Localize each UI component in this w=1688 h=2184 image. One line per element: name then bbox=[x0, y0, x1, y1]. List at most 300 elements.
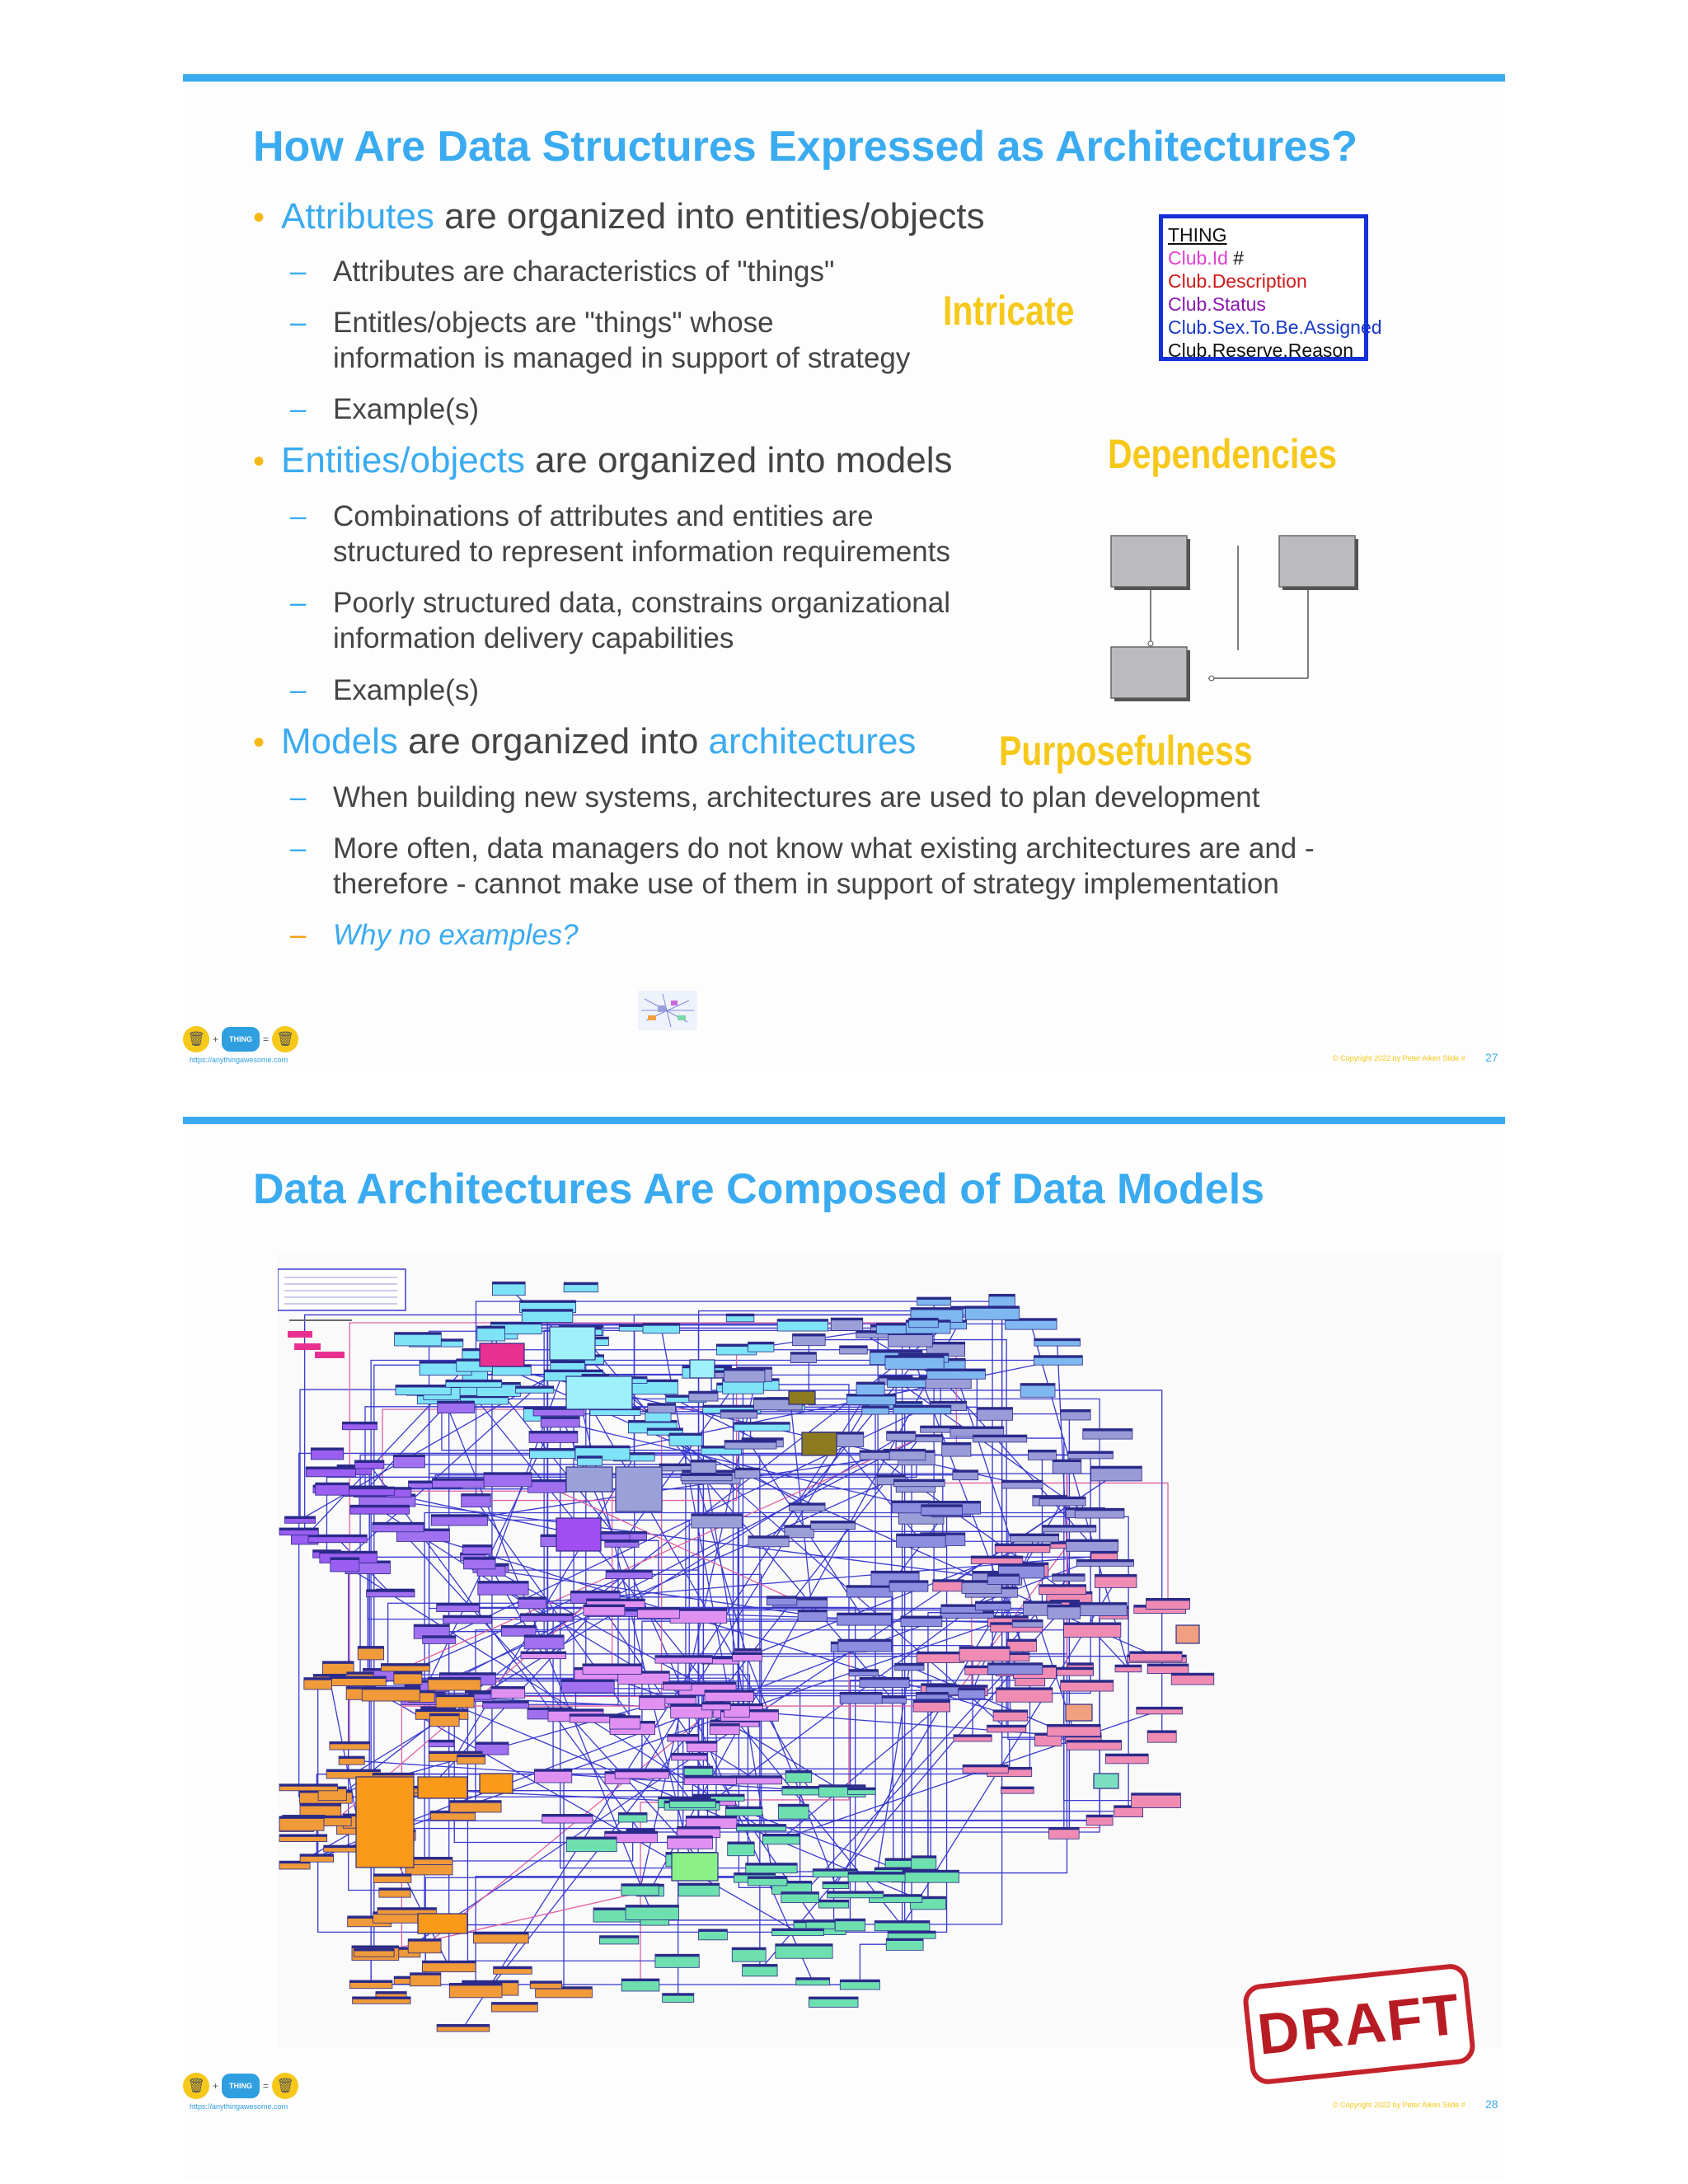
model-entity-header bbox=[493, 1282, 526, 1284]
model-entity-header bbox=[793, 1333, 826, 1336]
model-entity-header bbox=[1132, 1793, 1181, 1796]
model-entity-header bbox=[748, 1342, 773, 1344]
model-entity-header bbox=[1034, 1338, 1081, 1341]
model-entity-header bbox=[376, 1992, 406, 1994]
model-entity-header bbox=[1137, 1707, 1183, 1709]
model-entity-header bbox=[626, 1905, 678, 1908]
model-entity-header bbox=[987, 1574, 1019, 1577]
model-entity-header bbox=[893, 1405, 951, 1408]
model-entity-header bbox=[785, 1526, 814, 1528]
model-entity-header bbox=[529, 1448, 574, 1451]
model-entity-header bbox=[811, 1521, 856, 1523]
model-entity-header bbox=[433, 1479, 485, 1481]
model-entity-header bbox=[316, 1483, 349, 1485]
model-entity-large bbox=[418, 1914, 467, 1933]
model-entity-header bbox=[917, 1652, 964, 1654]
model-entity-header bbox=[975, 1601, 1010, 1604]
model-entity-header bbox=[777, 1319, 828, 1322]
model-entity-header bbox=[1048, 1827, 1079, 1830]
model-entity-header bbox=[515, 1386, 553, 1389]
model-entity-header bbox=[692, 1514, 743, 1516]
model-entity-header bbox=[862, 1406, 889, 1408]
model-entity-header bbox=[663, 1682, 692, 1685]
entity-attribute: Club.Id # bbox=[1168, 247, 1245, 269]
model-entity-header bbox=[831, 1318, 862, 1320]
model-entity-header bbox=[438, 1401, 475, 1404]
model-entity-header bbox=[849, 1670, 878, 1672]
entity-attribute: Club.Description bbox=[1168, 270, 1307, 292]
model-entity-header bbox=[870, 1351, 922, 1353]
model-entity-header bbox=[893, 1479, 945, 1482]
footer-copyright: © Copyright 2022 by Peter Aiken Slide # bbox=[1333, 1054, 1465, 1062]
model-entity-header bbox=[987, 1725, 1025, 1727]
model-entity-header bbox=[732, 1652, 762, 1655]
model-entity-header bbox=[1010, 1534, 1059, 1536]
model-entity-large bbox=[802, 1432, 837, 1455]
footer-copyright: © Copyright 2022 by Peter Aiken Slide # bbox=[1333, 2101, 1465, 2109]
model-entity-header bbox=[621, 1884, 659, 1886]
model-entity-header bbox=[1047, 1724, 1100, 1727]
model-entity-header bbox=[691, 1460, 716, 1463]
model-entity-header bbox=[928, 1501, 980, 1503]
model-entity-header bbox=[887, 1432, 916, 1434]
model-entity-header bbox=[347, 1672, 374, 1675]
model-entity-header bbox=[767, 1596, 796, 1599]
model-entity-header bbox=[379, 1888, 410, 1891]
model-entity-header bbox=[446, 1380, 502, 1382]
model-entity-header bbox=[428, 1677, 481, 1680]
model-entity-header bbox=[705, 1690, 753, 1693]
model-entity-header bbox=[477, 1326, 505, 1329]
model-entity-header bbox=[478, 1581, 528, 1583]
model-entity-header bbox=[885, 1356, 944, 1358]
trash-icon: 🗑 bbox=[183, 1026, 209, 1052]
slide-28 bbox=[183, 1117, 1505, 2180]
footer-url: https://anythingawesome.com bbox=[190, 2102, 288, 2111]
model-entity-header bbox=[462, 1493, 491, 1496]
model-entity-header bbox=[564, 1282, 598, 1285]
model-entity-header bbox=[971, 1556, 1023, 1558]
model-entity-large bbox=[672, 1853, 718, 1881]
model-entity-header bbox=[1057, 1667, 1093, 1670]
model-entity-header bbox=[437, 2024, 490, 2027]
model-entity-header bbox=[888, 1931, 935, 1933]
model-entity-header bbox=[349, 1980, 392, 1983]
model-entity-header bbox=[462, 1980, 518, 1983]
model-entity-header bbox=[1012, 1619, 1043, 1622]
page-number: 27 bbox=[1485, 1051, 1498, 1064]
model-entity-header bbox=[888, 1378, 926, 1380]
model-entity-large bbox=[418, 1777, 467, 1798]
model-entity-header bbox=[987, 1663, 1042, 1666]
model-entity-header bbox=[681, 1474, 732, 1476]
model-entity-header bbox=[1043, 1526, 1096, 1528]
model-entity-header bbox=[529, 1431, 578, 1433]
model-entity-header bbox=[279, 1528, 318, 1530]
model-entity-header bbox=[871, 1571, 919, 1573]
model-entity-header bbox=[678, 1826, 720, 1829]
model-entity-header bbox=[1002, 1480, 1043, 1483]
bullet-entities: • Entities/objects are organized into models bbox=[253, 440, 953, 480]
model-entity-large bbox=[480, 1343, 524, 1366]
model-entity-header bbox=[615, 1769, 668, 1772]
model-entity-header bbox=[813, 1869, 857, 1872]
model-entity-header bbox=[1053, 1574, 1085, 1577]
model-entity-header bbox=[474, 1932, 529, 1934]
entity-attribute: Club.Reserve.Reason bbox=[1168, 340, 1354, 361]
model-entity-header bbox=[703, 1405, 761, 1408]
model-entity-header bbox=[748, 1536, 789, 1539]
model-entity-header bbox=[734, 1649, 762, 1652]
bullet-highlight: Attributes bbox=[281, 196, 434, 237]
model-entity-header bbox=[1105, 1754, 1148, 1756]
data-architecture-diagram bbox=[278, 1253, 1502, 2048]
model-entity-header bbox=[304, 1678, 332, 1680]
er-entity bbox=[1111, 536, 1187, 587]
model-entity-header bbox=[1061, 1680, 1114, 1683]
model-entity-header bbox=[909, 1318, 939, 1320]
model-entity-header bbox=[978, 1408, 1013, 1410]
model-entity-header bbox=[450, 1801, 501, 1803]
bullet-models: • Models are organized into architectures bbox=[253, 721, 917, 762]
model-entity-header bbox=[431, 1515, 487, 1517]
model-entity-header bbox=[838, 1639, 892, 1642]
model-entity-header bbox=[781, 1892, 819, 1895]
slide-top-bar bbox=[183, 1117, 1505, 1124]
model-entity-header bbox=[1095, 1574, 1137, 1577]
model-entity-header bbox=[837, 1613, 892, 1615]
model-entity-header bbox=[734, 1422, 790, 1425]
model-entity-header bbox=[725, 1807, 762, 1809]
model-entity-header bbox=[778, 1804, 809, 1807]
model-entity-header bbox=[678, 1883, 720, 1886]
model-entity-header bbox=[1066, 1540, 1118, 1542]
model-entity-header bbox=[330, 1741, 370, 1744]
model-entity-header bbox=[1075, 1508, 1124, 1511]
draft-stamp: DRAFT bbox=[1241, 1962, 1476, 2086]
model-entity-header bbox=[655, 1954, 699, 1957]
model-entity-header bbox=[699, 1929, 728, 1932]
model-entity-header bbox=[989, 1294, 1015, 1296]
model-entity-header bbox=[306, 1467, 355, 1469]
footer-logo: 🗑 + THING = 🗑 bbox=[183, 2073, 298, 2099]
trash-icon: 🗑 bbox=[272, 1026, 298, 1052]
model-entity-header bbox=[570, 1591, 620, 1593]
footer-logo: 🗑 + THING = 🗑 bbox=[183, 1026, 298, 1052]
model-entity-header bbox=[606, 1570, 652, 1572]
model-entity-header bbox=[394, 1671, 422, 1674]
model-entity-header bbox=[491, 1686, 525, 1689]
model-entity-header bbox=[342, 1422, 377, 1424]
model-entity-header bbox=[1020, 1384, 1055, 1386]
model-entity-header bbox=[959, 1647, 1010, 1649]
model-entity-header bbox=[847, 1788, 875, 1790]
model-entity-header bbox=[1061, 1409, 1090, 1412]
model-entity-header bbox=[501, 1625, 536, 1628]
model-entity-header bbox=[809, 1997, 858, 1999]
model-entity-header bbox=[963, 1765, 1008, 1767]
model-entity-header bbox=[610, 1716, 640, 1718]
model-entity-large bbox=[556, 1518, 601, 1551]
model-entity-header bbox=[326, 1769, 380, 1772]
model-entity-header bbox=[848, 1872, 905, 1875]
model-entity-header bbox=[415, 1709, 468, 1712]
model-entity-header bbox=[684, 1766, 713, 1769]
model-entity-header bbox=[542, 1814, 593, 1816]
model-entity-header bbox=[1048, 1605, 1081, 1607]
model-entity-header bbox=[484, 1473, 532, 1475]
model-entity-header bbox=[279, 1784, 338, 1787]
model-entity-header bbox=[1171, 1673, 1214, 1675]
model-entity-header bbox=[494, 1966, 532, 1969]
model-entity-large bbox=[550, 1327, 595, 1360]
model-entity-header bbox=[618, 1812, 647, 1815]
model-entity-header bbox=[600, 1936, 639, 1938]
model-entity-header bbox=[1039, 1585, 1086, 1587]
tag-purposefulness: Purposefulness bbox=[999, 728, 1253, 774]
model-entity-header bbox=[520, 1301, 576, 1303]
model-entity-large bbox=[566, 1376, 632, 1409]
model-entity-header bbox=[668, 1734, 699, 1736]
model-entity-header bbox=[637, 1608, 679, 1610]
model-entity-header bbox=[669, 1433, 702, 1436]
model-entity-header bbox=[1001, 1787, 1034, 1789]
trash-icon: 🗑 bbox=[272, 2073, 298, 2099]
model-entity-header bbox=[998, 1564, 1044, 1567]
architecture-thumbnail bbox=[638, 991, 697, 1030]
model-entity-header bbox=[520, 1614, 573, 1616]
model-entity-header bbox=[449, 1983, 502, 1985]
slide-title: How Are Data Structures Expressed as Architectures? bbox=[253, 123, 1357, 171]
model-entity-header bbox=[911, 1308, 963, 1310]
model-entity-header bbox=[621, 1979, 659, 1981]
model-entity-header bbox=[879, 1696, 907, 1699]
model-entity-header bbox=[860, 1677, 909, 1680]
model-entity-header bbox=[965, 1306, 1019, 1309]
model-entity-header bbox=[897, 1534, 946, 1536]
model-entity-header bbox=[710, 1794, 744, 1797]
model-entity-header bbox=[476, 1742, 509, 1745]
model-entity-header bbox=[735, 1468, 760, 1470]
model-entity-large bbox=[1176, 1625, 1199, 1643]
tag-intricate: Intricate bbox=[943, 288, 1075, 334]
model-entity-header bbox=[320, 1551, 377, 1554]
model-entity-header bbox=[423, 1636, 456, 1638]
model-entity-header bbox=[819, 1785, 865, 1788]
model-entity-header bbox=[279, 1835, 327, 1837]
model-entity-header bbox=[731, 1776, 781, 1779]
model-entity-header bbox=[587, 1599, 645, 1601]
model-entity-header bbox=[710, 1723, 739, 1726]
model-entity-header bbox=[668, 1836, 713, 1839]
model-entity-header bbox=[429, 1751, 483, 1754]
model-entity-header bbox=[724, 1441, 776, 1443]
model-entity-header bbox=[840, 1346, 868, 1348]
model-entity-header bbox=[353, 1997, 410, 1999]
model-entity-header bbox=[1024, 1601, 1062, 1604]
model-entity-large bbox=[616, 1467, 662, 1511]
model-entity-header bbox=[437, 1603, 480, 1605]
page-number: 28 bbox=[1485, 2097, 1498, 2111]
model-entity-header bbox=[874, 1868, 912, 1870]
model-entity-header bbox=[279, 1816, 324, 1819]
model-entity-header bbox=[545, 1370, 603, 1372]
model-entity-header bbox=[597, 1532, 630, 1535]
model-entity-header bbox=[1130, 1652, 1182, 1654]
model-entity-header bbox=[995, 1544, 1050, 1546]
entity-title: THING bbox=[1168, 224, 1227, 246]
model-entity-header bbox=[530, 1981, 561, 1984]
model-entity-header bbox=[1147, 1664, 1189, 1666]
model-entity-large bbox=[690, 1360, 715, 1378]
model-entity-header bbox=[643, 1324, 679, 1326]
model-entity-header bbox=[993, 1710, 1028, 1713]
model-entity-header bbox=[1086, 1815, 1113, 1817]
model-entity-header bbox=[373, 1522, 424, 1525]
model-entity-header bbox=[534, 1769, 571, 1772]
model-entity-header bbox=[921, 1505, 963, 1507]
model-entity-header bbox=[640, 1695, 665, 1698]
er-entity bbox=[1279, 536, 1355, 587]
model-entity-header bbox=[1039, 1497, 1085, 1499]
model-entity-header bbox=[916, 1692, 948, 1694]
model-entity-header bbox=[686, 1816, 737, 1818]
model-entity-header bbox=[322, 1661, 354, 1664]
model-entity-header bbox=[300, 1854, 333, 1857]
model-entity-header bbox=[892, 1501, 930, 1503]
model-entity-header bbox=[877, 1475, 905, 1478]
entity-attribute: Club.Status bbox=[1168, 293, 1266, 315]
model-entity-header bbox=[954, 1735, 992, 1737]
model-entity-header bbox=[776, 1944, 832, 1947]
slide-title: Data Architectures Are Composed of Data Models bbox=[253, 1165, 1265, 1213]
model-entity-header bbox=[860, 1451, 889, 1453]
model-entity-header bbox=[528, 1479, 566, 1482]
model-entity-header bbox=[798, 1610, 827, 1612]
entity-attribute: Club.Sex.To.Be.Assigned bbox=[1168, 316, 1382, 338]
model-entity-header bbox=[577, 1456, 602, 1459]
model-entity-header bbox=[377, 1908, 436, 1910]
model-entity-header bbox=[996, 1688, 1053, 1690]
model-entity-header bbox=[953, 1470, 978, 1473]
model-entity-header bbox=[889, 1581, 928, 1583]
model-entity-header bbox=[724, 1368, 765, 1371]
model-entity-header bbox=[1091, 1466, 1142, 1469]
model-entity-header bbox=[462, 1544, 491, 1547]
model-entity-header bbox=[436, 1694, 474, 1697]
model-entity-header bbox=[912, 1856, 936, 1858]
model-entity-header bbox=[669, 1799, 715, 1802]
thing-logo: THING bbox=[222, 1027, 260, 1052]
slide-27: How Are Data Structures Expressed as Architectures? • Attributes are organized into entities/objects – Attributes are characteristics of "things" – Entitles/objects are "things" whose information is managed in support of strategy – Example(s) • Entities/objects are organized into models – Combinations of attributes and entities are structured to represent information requirements – Poorly structured data, constrains organizational information delivery capabilities – Example(s) • Models are organized into architectures – When building new systems, architectures are used to plan development – More often, data managers do not know what existing architectures are and - therefore - cannot make use of them in support of strategy implementation – Why no examples? Intricate Dependencies Purposefulness THING Club.Id # Club.Description Club.Status Club.Sex.To.Be.Assigned Club.Reserve.Reason 🗑 + THING = 🗑 https://anythingawesome.com © Copyright 2022 by Peter Aiken Slide # 27 bbox=[183, 74, 1505, 1071]
model-entity-header bbox=[790, 1503, 825, 1506]
model-entity-header bbox=[1064, 1623, 1121, 1625]
model-entity-header bbox=[648, 1404, 676, 1406]
model-entity-header bbox=[728, 1842, 754, 1844]
model-entity-header bbox=[408, 1939, 441, 1942]
model-entity-header bbox=[772, 1929, 824, 1931]
model-entity-header bbox=[541, 1417, 579, 1419]
mini-er-diagram bbox=[1106, 532, 1370, 705]
model-entity-header bbox=[901, 1616, 942, 1619]
model-entity-header bbox=[524, 1635, 564, 1638]
model-entity-header bbox=[330, 1676, 386, 1679]
model-entity-header bbox=[422, 1961, 476, 1963]
model-entity-header bbox=[1147, 1731, 1176, 1733]
model-entity-header bbox=[284, 1516, 315, 1519]
model-entity-header bbox=[626, 1829, 654, 1831]
model-entity-header bbox=[1007, 1639, 1037, 1642]
model-entity-header bbox=[785, 1770, 812, 1773]
model-entity-header bbox=[931, 1401, 967, 1404]
model-entity-header bbox=[840, 1692, 882, 1694]
model-entity-header bbox=[429, 1713, 459, 1716]
entity-box-thing bbox=[1159, 214, 1382, 361]
model-entity-header bbox=[339, 1756, 364, 1759]
model-entity-header bbox=[551, 1361, 585, 1363]
model-entity-header bbox=[874, 1921, 930, 1924]
slide-top-bar bbox=[183, 74, 1505, 82]
model-entity-large bbox=[1066, 1704, 1092, 1721]
model-entity-header bbox=[689, 1391, 718, 1394]
model-entity-header bbox=[746, 1863, 797, 1866]
model-entity-header bbox=[856, 1382, 884, 1385]
model-entity-header bbox=[350, 1505, 410, 1507]
model-entity-header bbox=[903, 1870, 959, 1872]
model-entity-header bbox=[1083, 1429, 1132, 1432]
model-entity-header bbox=[762, 1834, 799, 1836]
model-entity-header bbox=[396, 1385, 451, 1387]
model-entity-header bbox=[806, 1920, 835, 1923]
bullet-attributes: • Attributes are organized into entities/objects bbox=[253, 196, 985, 237]
model-entity-header bbox=[917, 1297, 951, 1300]
model-entity-header bbox=[655, 1656, 713, 1658]
model-entity-header bbox=[583, 1664, 641, 1666]
model-entity-large bbox=[356, 1777, 414, 1868]
model-entity-header bbox=[1067, 1741, 1122, 1743]
model-entity-header bbox=[311, 1448, 343, 1451]
model-entity-header bbox=[373, 1773, 414, 1775]
model-entity-header bbox=[575, 1446, 630, 1448]
model-entity-header bbox=[950, 1427, 1004, 1429]
model-entity-header bbox=[300, 1804, 341, 1807]
model-entity-header bbox=[429, 1740, 454, 1742]
model-entity-header bbox=[927, 1369, 986, 1371]
model-entity-header bbox=[1076, 1559, 1133, 1562]
model-entity-header bbox=[1067, 1663, 1093, 1666]
model-entity-header bbox=[942, 1442, 971, 1445]
model-entity-large bbox=[1094, 1774, 1118, 1788]
entity-attribute-list bbox=[1168, 246, 1382, 362]
model-entity-header bbox=[973, 1435, 1027, 1437]
model-entity-header bbox=[748, 1877, 787, 1879]
model-entity-header bbox=[823, 1882, 849, 1884]
model-entity-header bbox=[1034, 1356, 1082, 1358]
model-entity-header bbox=[584, 1605, 625, 1607]
model-entity-header bbox=[1115, 1665, 1142, 1667]
model-entity-header bbox=[373, 1874, 411, 1877]
model-entity-header bbox=[1146, 1598, 1189, 1601]
model-entity-header bbox=[521, 1652, 566, 1654]
model-entity-header bbox=[395, 1333, 442, 1335]
tag-dependencies: Dependencies bbox=[1108, 431, 1337, 477]
model-entity-header bbox=[566, 1837, 617, 1840]
model-entity-header bbox=[818, 1900, 848, 1902]
model-entity-header bbox=[358, 1647, 383, 1649]
er-entity bbox=[1111, 647, 1187, 698]
model-entity-header bbox=[926, 1685, 959, 1687]
model-entity-header bbox=[443, 1615, 492, 1618]
